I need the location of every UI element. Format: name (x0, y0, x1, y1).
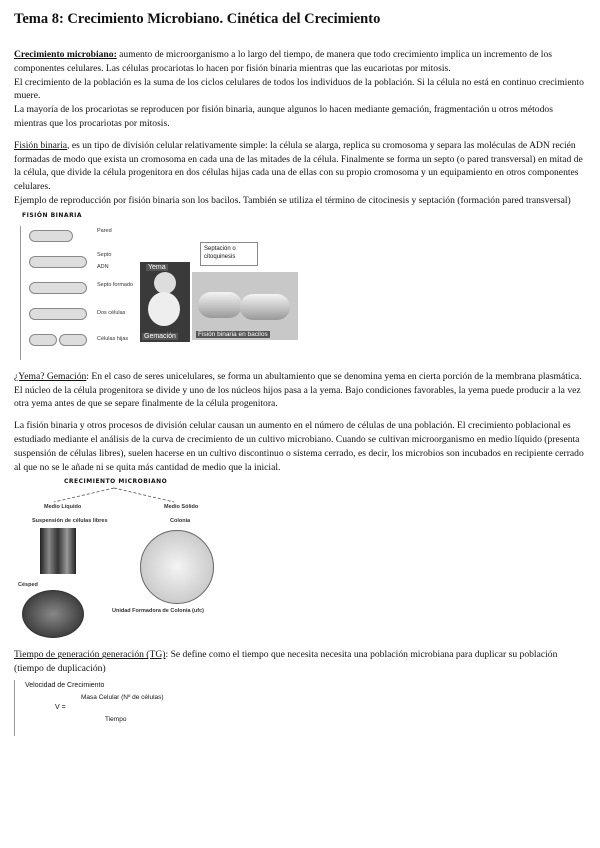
figure-crecimiento-microbiano (14, 478, 586, 648)
label-pared: Pared (97, 227, 112, 234)
colonia-label: Colonia (170, 518, 191, 525)
intro-term: Crecimiento microbiano: (14, 49, 117, 60)
daughter-cell-2 (59, 334, 87, 346)
tiempo-text: : Se define como el tiempo que necesita necesita una población microbiana para duplicar su población (tiempo de duplicación) (14, 649, 558, 675)
cell-stage-3 (29, 282, 87, 294)
medio-liquido-label: Medio Líquido (44, 504, 82, 511)
figure2-heading: CRECIMIENTO MICROBIANO (64, 478, 168, 486)
formula-numerator: Masa Celular (Nº de células) (81, 693, 164, 701)
fision-text: , es un tipo de división celular relativamente simple: la célula se alarga, replica su cromosoma y separa las moléculas de ADN recién formadas de modo que exista un cromosoma en cada una de las mitades de la célula. Finalmente se forma un septo (o pared transversal) en mitad de la célula, que divide la célula progenitora en dos células hijas cada una de ellas con su propio cromosoma y un equipamiento en otros componentes celulares. (14, 139, 583, 193)
intro-paragraph-2: El crecimiento de la población es la suma de los ciclos celulares de todos los individuos de la población. Si la célula no está en continuo crecimiento muere. (14, 76, 584, 102)
bacilos-label: Fisión binaria en bacilos (198, 330, 268, 338)
yeast-photo (140, 262, 190, 342)
intro-paragraph-3: La mayoría de los procariotas se reproducen por fisión binaria, aunque algunos lo hacen mediante gemación, fragmentación u otros métodos mientras que los procariotas por mitosis. (14, 104, 553, 129)
intro-paragraph (14, 48, 586, 76)
page-title: Tema 8: Crecimiento Microbiano. Cinética del Crecimiento (14, 11, 381, 27)
lawn-plate-photo (22, 590, 84, 638)
bacilli-photo (192, 272, 298, 340)
colony-plate-photo (140, 530, 214, 604)
septacion-callout: Septación o citoquinesis (200, 242, 258, 266)
daughter-cell-1 (29, 334, 57, 346)
yeast-bud (154, 272, 176, 294)
intro-text: aumento de microorganismo a lo largo del tiempo, de manera que todo crecimiento implica un incremento de los componentes celulares. Las células procariotas lo hacen por fisión binaria mientras que las eucariotas por mitosis. (14, 49, 553, 74)
yema-text: : En el caso de seres unicelulares, se forma un abultamiento que se denomina yema en cierta porción de la membrana plasmática. El núcleo de la célula progenitora se divide y uno de los núcleos hijos pasa a la yema. Bajo condiciones favorables, la yema puede producir a la vez otra yema antes de que se separe finalmente de la célula progenitora. (14, 370, 582, 410)
division-diagram (20, 226, 139, 360)
liquid-tubes-photo (40, 528, 76, 574)
figure1-heading: FISIÓN BINARIA (22, 211, 83, 219)
document-page (14, 10, 586, 736)
cell-stage-4 (29, 308, 87, 320)
fision-paragraph (14, 139, 586, 194)
tiempo-paragraph (14, 648, 586, 676)
yema-term: ¿Yema? Gemación (14, 370, 87, 382)
fision-example: Ejemplo de reproducción por fisión binaria son los bacilos. También se utiliza el término de citocinesis y septación (formación pared transversal) (14, 194, 571, 206)
cesped-label: Césped (18, 582, 38, 589)
cell-stage-2 (29, 256, 87, 268)
formula-label: Velocidad de Crecimiento (25, 681, 105, 689)
label-adn: ADN (97, 263, 109, 270)
yeast-cell (148, 292, 180, 326)
label-celulas-hijas: Células hijas (97, 335, 129, 342)
figure-fision-binaria (14, 212, 586, 362)
label-dos-celulas: Dos células (97, 309, 126, 316)
cell-stage-1 (29, 230, 73, 242)
suspension-label: Suspensión de células libres (32, 518, 108, 525)
label-septo: Septo (97, 251, 112, 258)
poblacion-paragraph: La fisión binaria y otros procesos de división celular causan un aumento en el número de células de una población. El crecimiento poblacional es estudiado mediante el análisis de la curva de crecimiento de un cultivo microbiano. Cuando se cultivan microorganismo en medio líquido (presenta suspensión de células libres), suelen hacerse en un cultivo discontinuo o sistema cerrado, es decir, los microbios son incubados en recipiente cerrado al que no se le añade ni se quita más cantidad de medio que la inicial. (14, 420, 584, 473)
bacillus-right (240, 294, 290, 320)
yema-label: Yema (148, 263, 166, 271)
branch-lines (34, 486, 194, 506)
bacillus-left (198, 292, 242, 318)
velocity-formula (14, 680, 586, 736)
formula-denominator: Tiempo (105, 715, 127, 723)
fision-term: Fisión binaria (14, 139, 68, 151)
gemacion-label: Gemación (144, 332, 176, 340)
ufc-label: Unidad Formadora de Colonia (ufc) (112, 608, 204, 615)
tiempo-term: Tiempo de generación generación (TG) (14, 649, 166, 661)
formula-v: V = (55, 703, 66, 711)
yema-paragraph (14, 370, 586, 411)
medio-solido-label: Medio Sólido (164, 504, 199, 511)
label-septo-formado: Septo formado (97, 281, 134, 288)
